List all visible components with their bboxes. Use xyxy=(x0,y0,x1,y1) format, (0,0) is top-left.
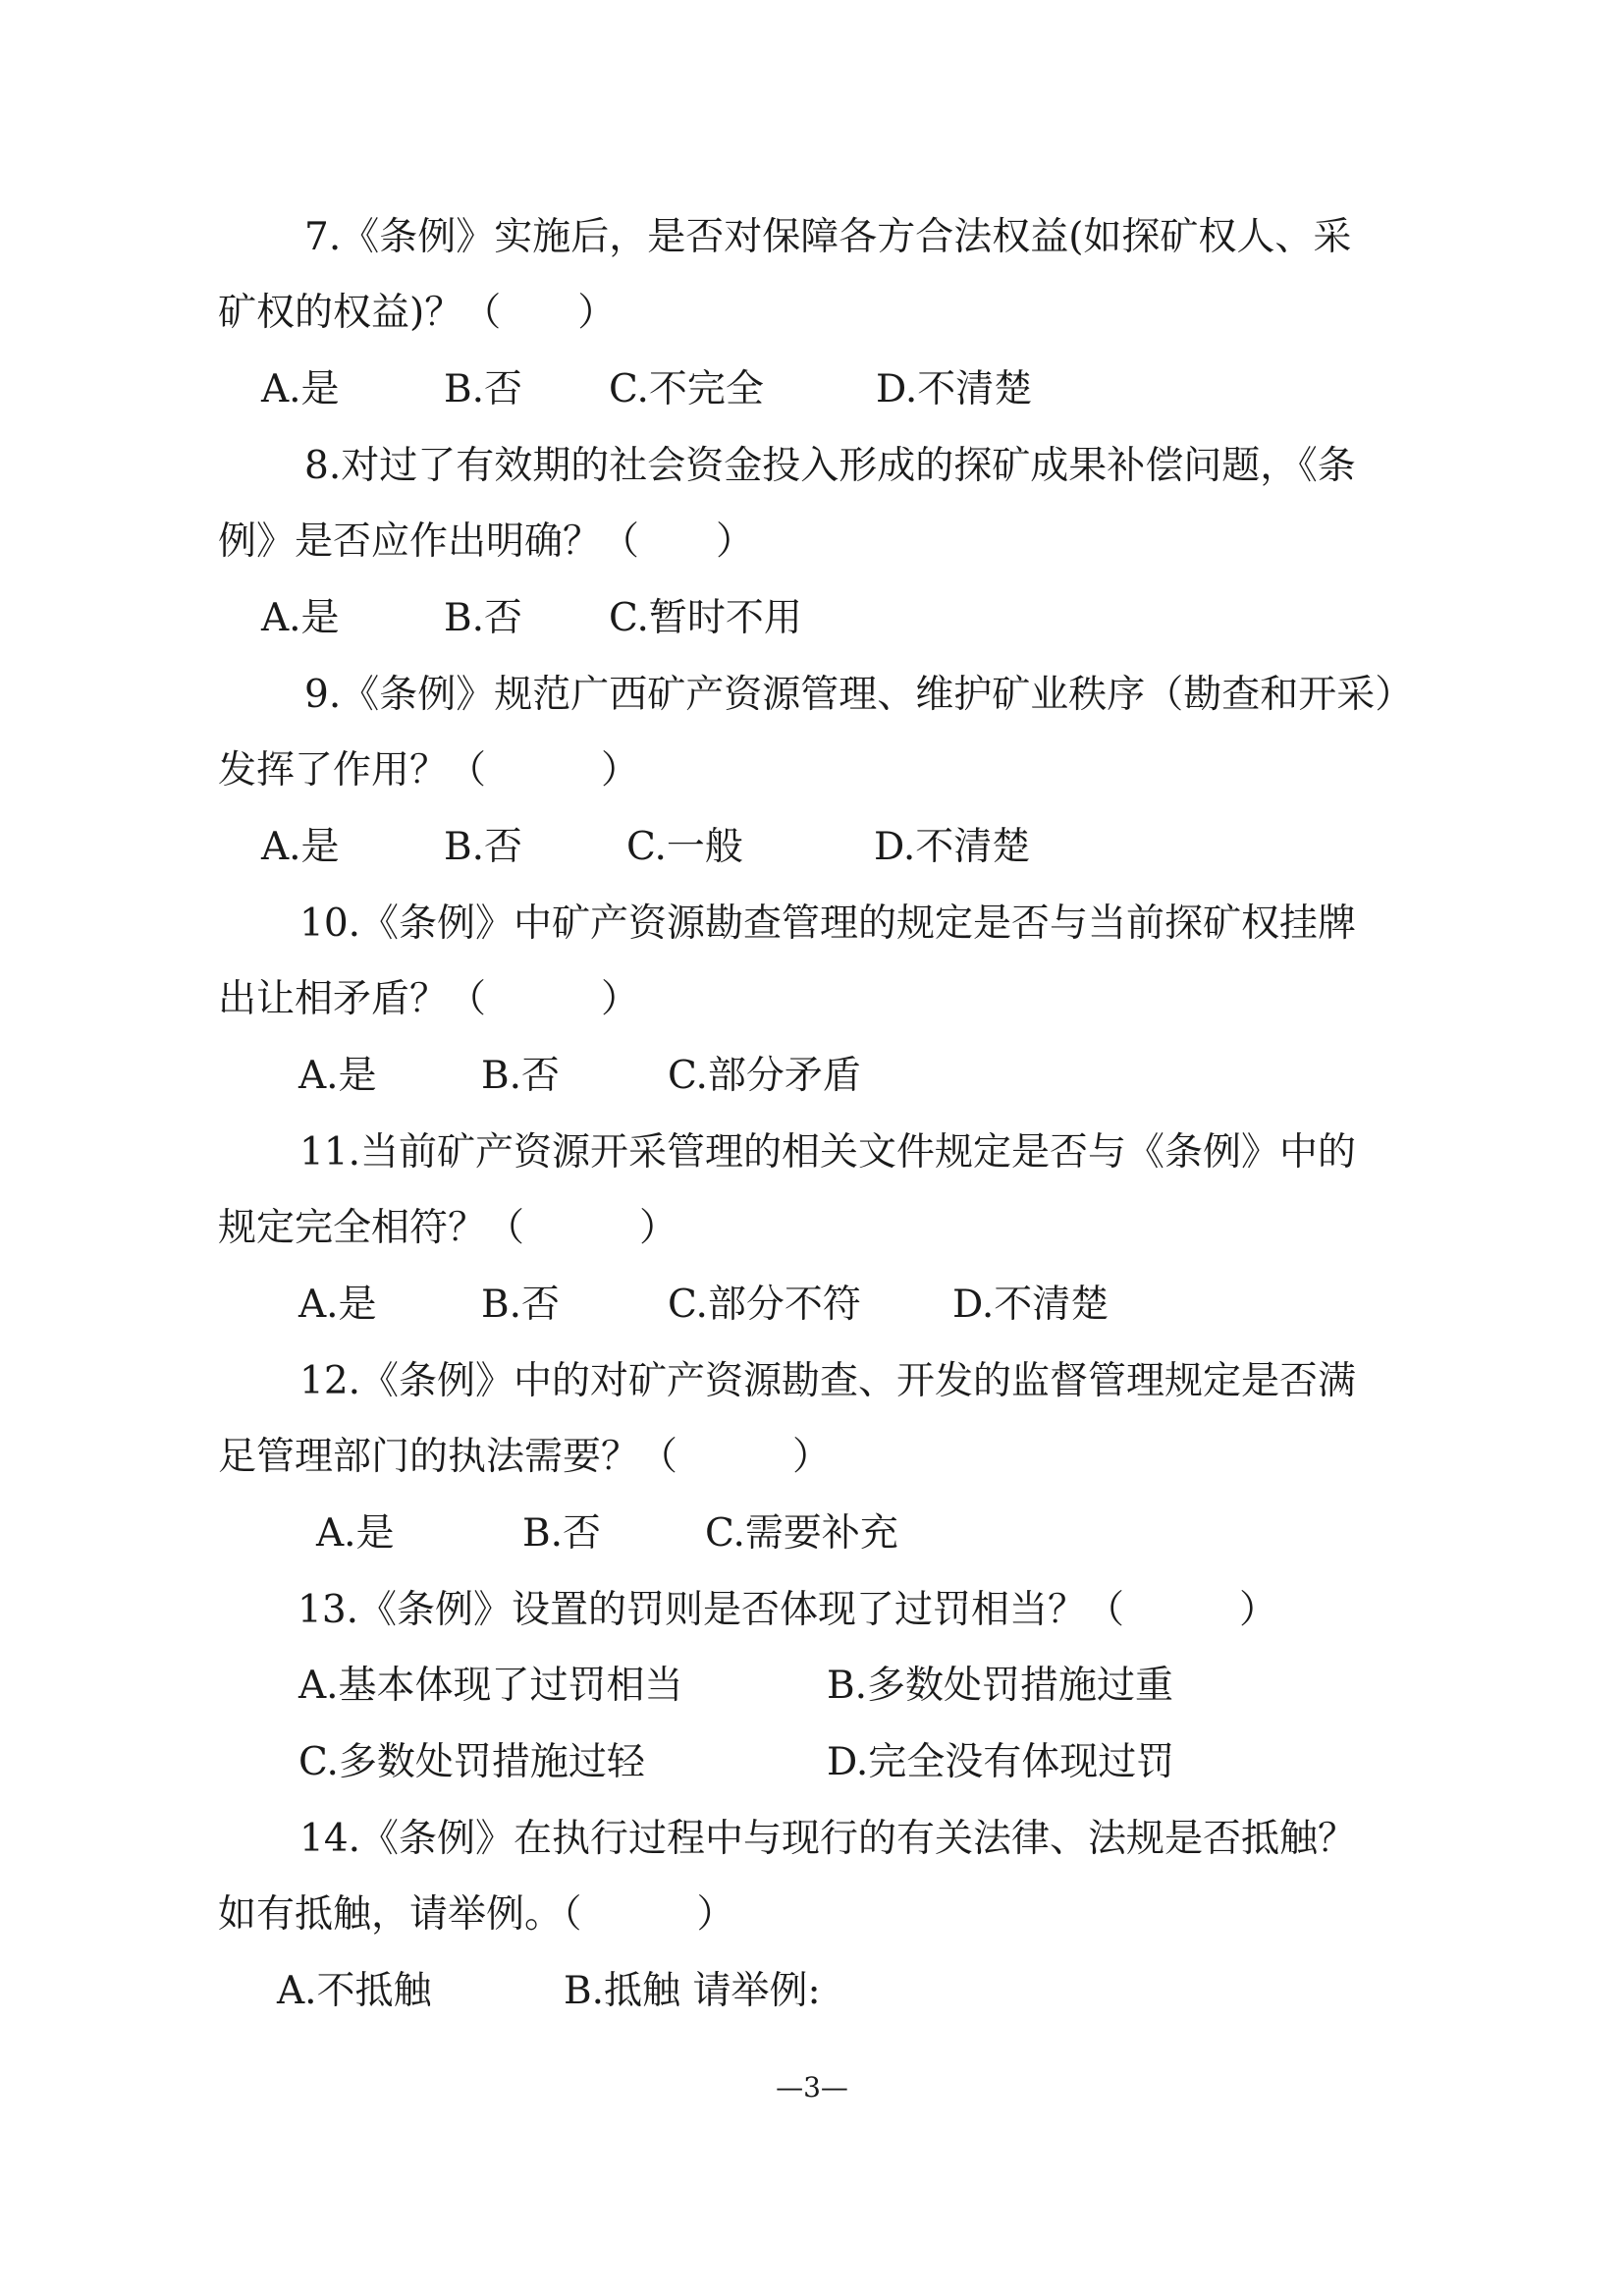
question-12-line-2: 足管理部门的执法需要？（ ） xyxy=(218,1435,832,1479)
option-c[interactable]: C.部分不符 xyxy=(668,1283,861,1327)
question-9-line-1: 9.《条例》规范广西矿产资源管理、维护矿业秩序（勘查和开采） xyxy=(304,673,1414,717)
option-a[interactable]: A.是 xyxy=(261,367,340,411)
question-9-line-2: 发挥了作用？（ ） xyxy=(218,748,640,793)
option-d[interactable]: D.不清楚 xyxy=(876,367,1033,411)
option-c[interactable]: C.暂时不用 xyxy=(609,596,802,640)
option-b[interactable]: B.否 xyxy=(444,596,523,640)
option-a[interactable]: A.是 xyxy=(298,1054,377,1098)
option-b[interactable]: B.抵触 请举例: xyxy=(564,1969,821,2013)
option-b[interactable]: B.否 xyxy=(522,1511,602,1556)
question-10-line-1: 10.《条例》中矿产资源勘查管理的规定是否与当前探矿权挂牌 xyxy=(299,902,1357,946)
option-a[interactable]: A.是 xyxy=(316,1511,395,1556)
option-c[interactable]: C.部分矛盾 xyxy=(668,1054,861,1098)
question-11-line-1: 11.当前矿产资源开采管理的相关文件规定是否与《条例》中的 xyxy=(299,1130,1357,1175)
option-b[interactable]: B.否 xyxy=(444,825,523,869)
option-c[interactable]: C.一般 xyxy=(626,825,743,869)
question-12-line-1: 12.《条例》中的对矿产资源勘查、开发的监督管理规定是否满 xyxy=(299,1359,1357,1403)
option-a[interactable]: A.是 xyxy=(261,825,340,869)
question-10-line-2: 出让相矛盾？（ ） xyxy=(218,977,640,1021)
question-11-line-2: 规定完全相符？（ ） xyxy=(218,1206,678,1250)
option-b[interactable]: B.否 xyxy=(481,1283,561,1327)
option-b[interactable]: B.否 xyxy=(444,367,523,411)
option-c[interactable]: C.不完全 xyxy=(609,367,764,411)
option-d[interactable]: D.完全没有体现过罚 xyxy=(827,1740,1175,1784)
option-a[interactable]: A.是 xyxy=(261,596,340,640)
question-14-line-1: 14.《条例》在执行过程中与现行的有关法律、法规是否抵触？ xyxy=(299,1817,1357,1861)
option-b[interactable]: B.否 xyxy=(481,1054,561,1098)
page-number: —3— xyxy=(776,2071,848,2104)
option-a[interactable]: A.基本体现了过罚相当 xyxy=(298,1664,683,1708)
option-a[interactable]: A.不抵触 xyxy=(277,1969,432,2013)
question-8-line-2: 例》是否应作出明确？（ ） xyxy=(218,519,755,564)
question-14-line-2: 如有抵触，请举例。（ ） xyxy=(218,1892,735,1937)
question-7-line-1: 7.《条例》实施后，是否对保障各方合法权益(如探矿权人、采 xyxy=(304,215,1352,259)
option-d[interactable]: D.不清楚 xyxy=(874,825,1031,869)
question-13-line-1: 13.《条例》设置的罚则是否体现了过罚相当？（ ） xyxy=(298,1588,1278,1632)
option-a[interactable]: A.是 xyxy=(298,1283,377,1327)
option-c[interactable]: C.多数处罚措施过轻 xyxy=(298,1740,645,1784)
question-8-line-1: 8.对过了有效期的社会资金投入形成的探矿成果补偿问题，《条 xyxy=(304,444,1356,488)
option-d[interactable]: D.不清楚 xyxy=(952,1283,1110,1327)
question-7-line-2: 矿权的权益)？（ ） xyxy=(218,291,617,335)
option-c[interactable]: C.需要补充 xyxy=(705,1511,898,1556)
option-b[interactable]: B.多数处罚措施过重 xyxy=(827,1664,1174,1708)
